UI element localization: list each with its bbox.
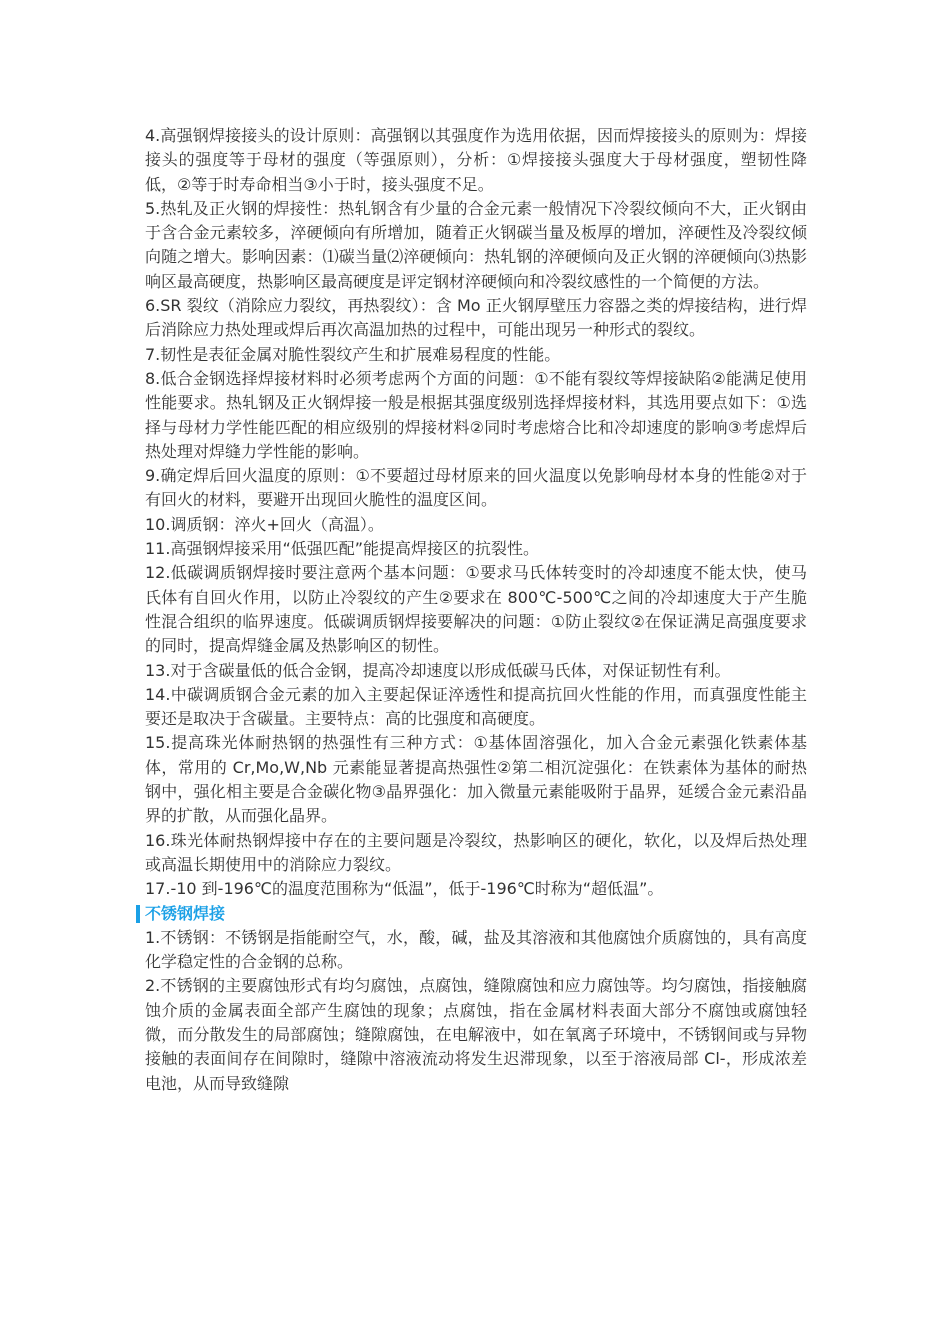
paragraph-item-13: 13.对于含碳量低的低合金钢，提高冷却速度以形成低碳马氏体，对保证韧性有利。 — [145, 660, 731, 680]
paragraph-item-8: 8.低合金钢选择焊接材料时必须考虑两个方面的问题：①不能有裂纹等焊接缺陷②能满足使用性能要求。热轧钢及正火钢焊接一般是根据其强度级别选择焊接材料，其选用要点如下：①选择与母材力学性能匹配的相应级别的焊接材料②同时考虑熔合比和冷却速度的影响③考虑焊后热处理对焊缝力学性能的影响。 — [145, 368, 807, 461]
paragraph-item-4: 4.高强钢焊接接头的设计原则：高强钢以其强度作为选用依据，因而焊接接头的原则为：焊接接头的强度等于母材的强度（等强原则），分析：①焊接接头强度大于母材强度，塑韧性降低，②等于时寿命相当③小于时，接头强度不足。 — [145, 126, 807, 194]
paragraph-item-15: 15.提高珠光体耐热钢的热强性有三种方式：①基体固溶强化，加入合金元素强化铁素体基体，常用的 Cr,Mo,W,Nb 元素能显著提高热强性②第二相沉淀强化：在铁素体为基体的耐热钢中，强化相主要是合金碳化物③晶界强化：加入微量元素能吸附于晶界，延缓合金元素沿晶界的扩散，从而强化晶界。 — [145, 733, 807, 826]
paragraph-item-5: 5.热轧及正火钢的焊接性：热轧钢含有少量的合金元素一般情况下冷裂纹倾向不大，正火钢由于含合金元素较多，淬硬倾向有所增加，随着正火钢碳当量及板厚的增加，淬硬性及冷裂纹倾向随之增大。影响因素：⑴碳当量⑵淬硬倾向：热轧钢的淬硬倾向及正火钢的淬硬倾向⑶热影响区最高硬度，热影响区最高硬度是评定钢材淬硬倾向和冷裂纹感性的一个简便的方法。 — [145, 198, 807, 291]
paragraph-item-12: 12.低碳调质钢焊接时要注意两个基本问题：①要求马氏体转变时的冷却速度不能太快，使马氏体有自回火作用，以防止冷裂纹的产生②要求在 800℃-500℃之间的冷却速度大于产生脆性混合组织的临界速度。低碳调质钢焊接要解决的问题：①防止裂纹②在保证满足高强度要求的同时，提高焊缝金属及热影响区的韧性。 — [145, 563, 807, 656]
paragraph-item-7: 7.韧性是表征金属对脆性裂纹产生和扩展难易程度的性能。 — [145, 344, 561, 364]
paragraph-item-11: 11.高强钢焊接采用“低强匹配”能提高焊接区的抗裂性。 — [145, 539, 540, 559]
section-heading-text: 不锈钢焊接 — [145, 903, 226, 923]
paragraph-item-6: 6.SR 裂纹（消除应力裂纹，再热裂纹）：含 Mo 正火钢厚壁压力容器之类的焊接结构，进行焊后消除应力热处理或焊后再次高温加热的过程中，可能出现另一种形式的裂纹。 — [145, 296, 807, 340]
section-heading — [145, 902, 807, 926]
paragraph-stainless-2: 2.不锈钢的主要腐蚀形式有均匀腐蚀，点腐蚀，缝隙腐蚀和应力腐蚀等。均匀腐蚀，指接触腐蚀介质的金属表面全部产生腐蚀的现象；点腐蚀，指在金属材料表面大部分不腐蚀或腐蚀轻微，而分散发生的局部腐蚀；缝隙腐蚀，在电解液中，如在氧离子环境中，不锈钢间或与异物接触的表面间存在间隙时，缝隙中溶液流动将发生迟滞现象，以至于溶液局部 Cl-，形成浓差电池，从而导致缝隙 — [145, 976, 807, 1093]
paragraph-item-9: 9.确定焊后回火温度的原则：①不要超过母材原来的回火温度以免影响母材本身的性能②对于有回火的材料，要避开出现回火脆性的温度区间。 — [145, 466, 807, 510]
document-body — [145, 124, 807, 1096]
paragraph-stainless-1: 1.不锈钢：不锈钢是指能耐空气，水，酸，碱，盐及其溶液和其他腐蚀介质腐蚀的，具有高度化学稳定性的合金钢的总称。 — [145, 927, 807, 972]
heading-bar-icon — [136, 905, 140, 923]
paragraph-item-10: 10.调质钢：淬火+回火（高温）。 — [145, 514, 384, 534]
paragraph-item-17: 17.-10 到-196℃的温度范围称为“低温”，低于-196℃时称为“超低温”。 — [145, 879, 664, 899]
paragraph-item-14: 14.中碳调质钢合金元素的加入主要起保证淬透性和提高抗回火性能的作用，而真强度性能主要还是取决于含碳量。主要特点：高的比强度和高硬度。 — [145, 684, 807, 729]
paragraph-item-16: 16.珠光体耐热钢焊接中存在的主要问题是冷裂纹，热影响区的硬化，软化，以及焊后热处理或高温长期使用中的消除应力裂纹。 — [145, 830, 807, 874]
